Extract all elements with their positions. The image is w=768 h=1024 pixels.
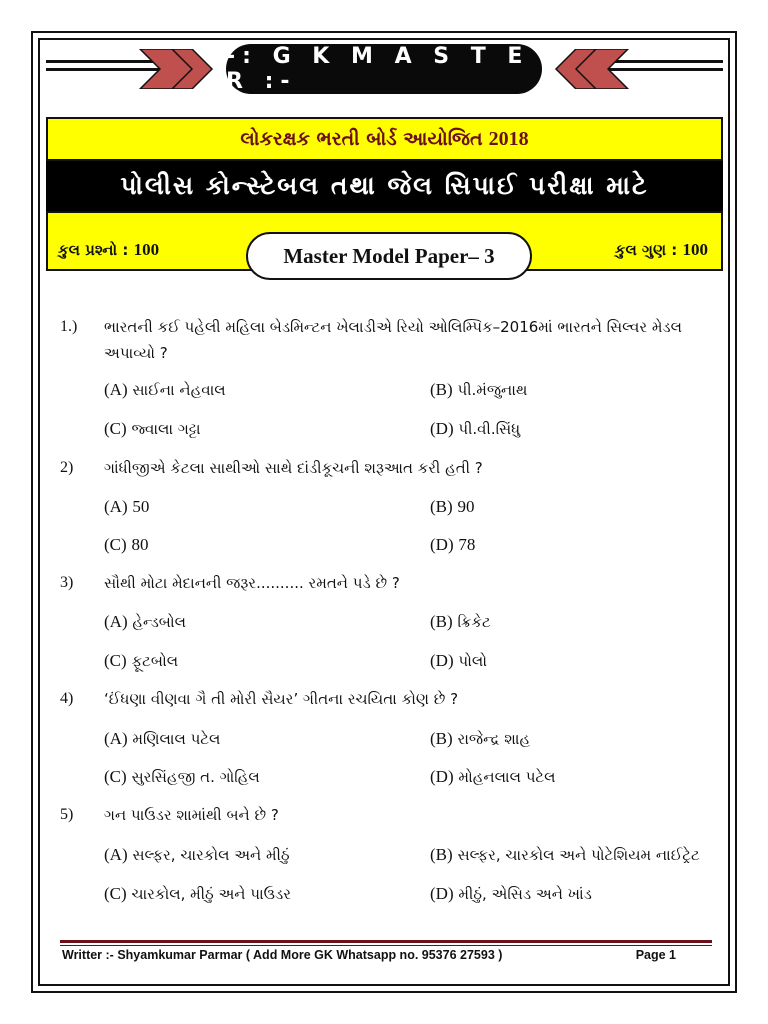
option-text: 80: [131, 535, 149, 554]
option-label: (A): [104, 380, 128, 399]
option-text: પી.મંજુનાથ: [457, 381, 528, 399]
option-label: (B): [430, 612, 453, 631]
option-d: [430, 419, 520, 439]
option-b: [430, 380, 527, 400]
option-text: 90: [457, 497, 475, 516]
option-label: (D): [430, 419, 454, 438]
option-c: [104, 884, 291, 904]
option-b: [430, 497, 474, 517]
question-text: ગાંધીજીએ કેટલા સાથીઓ સાથે દાંડીકૂચની શરૂઆત કરી હતી ?: [104, 459, 483, 477]
option-text: ચારકોલ, મીઠું અને પાઉડર: [131, 885, 291, 903]
question-number: 4): [60, 690, 74, 707]
logo-text: -: G K M A S T E R :-: [226, 44, 530, 94]
option-d: [430, 767, 556, 787]
option-text: હેન્ડબોલ: [132, 613, 186, 631]
option-text: 78: [458, 535, 476, 554]
option-text: જ્વાલા ગટ્ટા: [131, 420, 201, 438]
question-text: સૌથી મોટા મેદાનની જરૂર.......... રમતને પડે છે ?: [104, 574, 400, 592]
option-text: સલ્ફર, ચારકોલ અને પોટેશિયમ નાઈટ્રેટ: [457, 846, 700, 864]
option-label: (D): [430, 884, 454, 903]
option-label: (A): [104, 845, 128, 864]
paper-title-badge: [246, 232, 532, 280]
option-a: [104, 612, 186, 632]
option-a: [104, 729, 220, 749]
option-b: [430, 845, 700, 865]
option-d: [430, 884, 592, 904]
option-text: ફૂટબોલ: [131, 652, 179, 670]
option-text: મીઠું, એસિડ અને ખાંડ: [458, 885, 592, 903]
chevron-left-icon: [542, 49, 630, 89]
question-number: 1.): [60, 318, 78, 335]
option-label: (A): [104, 729, 128, 748]
question-text: ગન પાઉડર શામાંથી બને છે ?: [104, 806, 279, 824]
option-c: [104, 419, 201, 439]
option-label: (C): [104, 535, 127, 554]
exam-board-text: લોકરક્ષક ભરતી બોર્ડ આયોજિત: [240, 128, 483, 150]
question-text: ભારતની કઈ પહેલી મહિલા બેડમિન્ટન ખેલાડીએ રિયો ઓલિમ્પિક–2016માં ભારતને સિલ્વર મેડલ: [104, 318, 683, 336]
option-text: સાઈના નેહવાલ: [132, 381, 226, 399]
page-number: Page 1: [635, 948, 676, 962]
exam-year: 2018: [488, 127, 529, 150]
total-questions-value: 100: [133, 240, 160, 259]
option-c: [104, 535, 148, 555]
option-text: ક્રિકેટ: [457, 613, 491, 631]
option-c: [104, 767, 260, 787]
exam-board-banner: [46, 117, 723, 161]
gkmaster-logo: [226, 44, 542, 94]
option-a: [104, 380, 226, 400]
option-label: (C): [104, 651, 127, 670]
total-marks-value: 100: [682, 240, 708, 259]
option-label: (D): [430, 535, 454, 554]
option-label: (B): [430, 845, 453, 864]
option-a: [104, 497, 149, 517]
option-text: રાજેન્દ્ર શાહ: [457, 730, 531, 748]
page-footer: [62, 948, 712, 962]
question-number: 5): [60, 806, 74, 823]
exam-title-banner: [46, 161, 723, 211]
option-label: (D): [430, 767, 454, 786]
option-text: સુરસિંહજી ત. ગોહિલ: [131, 768, 260, 786]
total-questions-label: કુલ પ્રશ્નો :: [58, 241, 129, 259]
option-label: (C): [104, 884, 127, 903]
option-label: (B): [430, 729, 453, 748]
question-number: 3): [60, 574, 74, 591]
option-text: પોલો: [458, 652, 487, 670]
option-label: (A): [104, 497, 128, 516]
option-text: મણિલાલ પટેલ: [132, 730, 221, 748]
option-label: (A): [104, 612, 128, 631]
total-marks: [615, 240, 708, 260]
option-label: (B): [430, 380, 453, 399]
option-text: પી.વી.સિંધુ: [458, 420, 521, 438]
option-text: સલ્ફર, ચારકોલ અને મીઠું: [132, 846, 290, 864]
option-b: [430, 729, 530, 749]
footer-divider-thin: [60, 945, 712, 946]
option-text: 50: [132, 497, 150, 516]
option-label: (C): [104, 419, 127, 438]
question-text-continued: અપાવ્યો ?: [104, 344, 168, 362]
paper-title: Master Model Paper– 3: [283, 243, 495, 268]
writer-credit: Writter :- Shyamkumar Parmar ( Add More GK Whatsapp no. 95376 27593 ): [62, 948, 503, 962]
question-number: 2): [60, 459, 74, 476]
option-c: [104, 651, 178, 671]
chevron-right-icon: [138, 49, 226, 89]
exam-title: પોલીસ કોન્સ્ટેબલ તથા જેલ સિપાઈ પરીક્ષા માટે: [120, 171, 649, 200]
option-a: [104, 845, 290, 865]
total-questions: [58, 240, 159, 260]
option-text: મોહનલાલ પટેલ: [458, 768, 556, 786]
option-label: (C): [104, 767, 127, 786]
option-label: (B): [430, 497, 453, 516]
question-text: ‘ઈંધણા વીણવા ગૈ તી મોરી સૈયર’ ગીતના રચયિતા કોણ છે ?: [104, 690, 459, 708]
option-d: [430, 651, 487, 671]
footer-divider: [60, 940, 712, 943]
option-label: (D): [430, 651, 454, 670]
total-marks-label: કુલ ગુણ :: [614, 241, 678, 259]
option-d: [430, 535, 475, 555]
option-b: [430, 612, 491, 632]
